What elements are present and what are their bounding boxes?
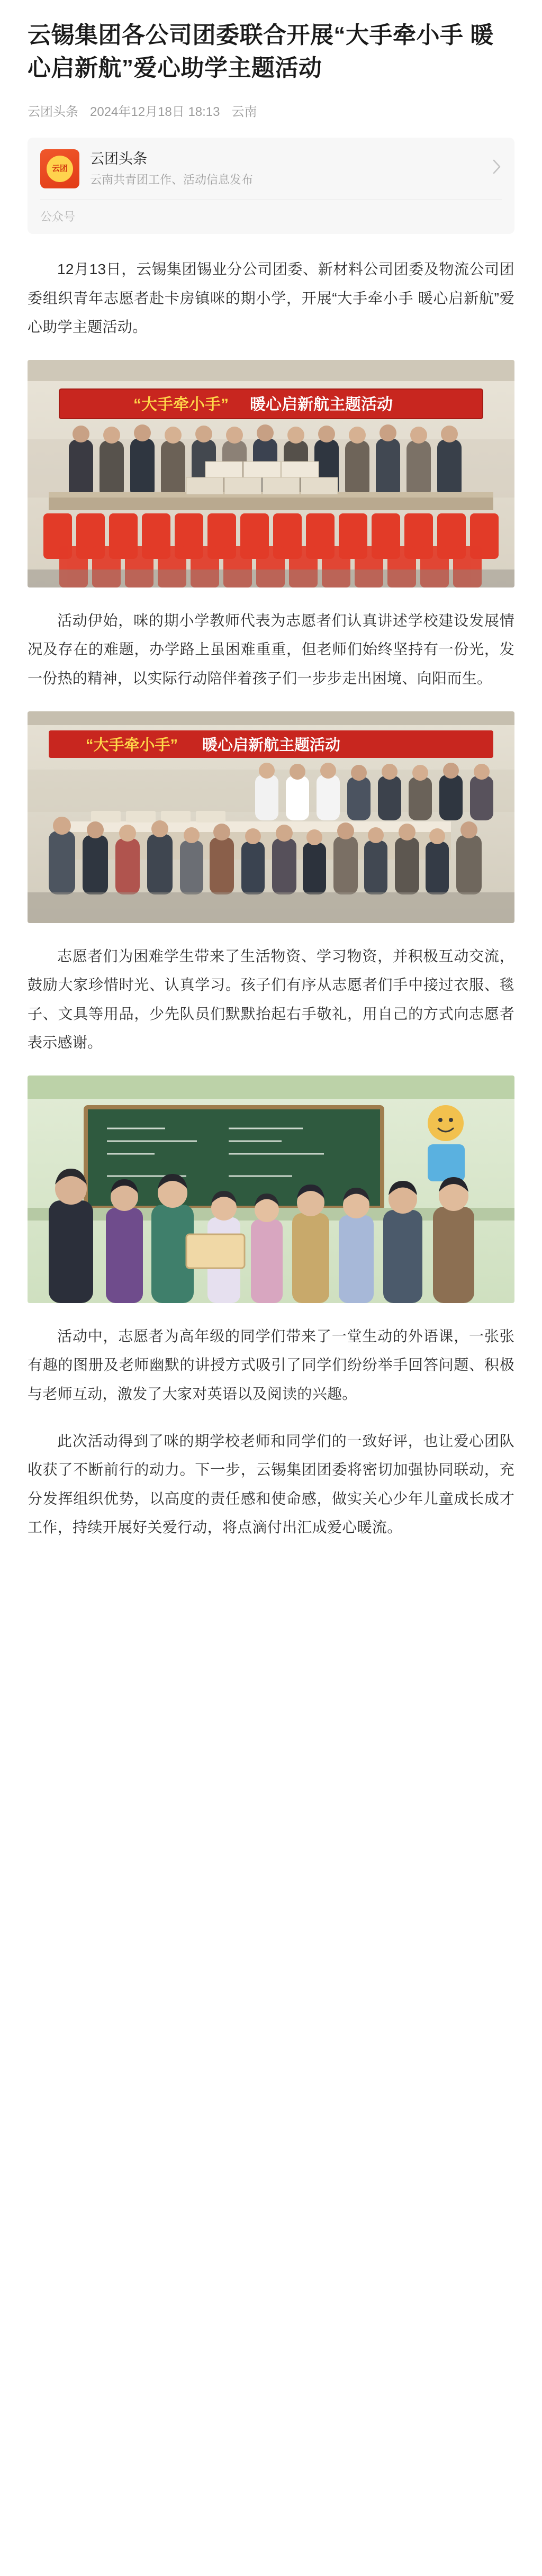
group-photo-donation [28,360,514,587]
meta-date: 2024年12月18日 18:13 [90,104,220,119]
article-meta [28,101,514,120]
paragraph-4: 活动中，志愿者为高年级的同学们带来了一堂生动的外语课，一张张有趣的图册及老师幽默的讲授方式吸引了同学们纷纷举手回答问题、积极与老师互动，激发了大家对英语以及阅读的兴趣。 [28,1327,514,1403]
classroom-photo [28,1075,514,1303]
svg-text:暖心启新航主题活动: 暖心启新航主题活动 [202,736,341,754]
paragraph-2: 活动伊始，咪的期小学教师代表为志愿者们认真讲述学校建设发展情况及存在的难题，办学路上虽困难重重，但老师们始终坚持有一份光，发一份热的精神，以实际行动陪伴着孩子们一步步走出困境、向阳而生。 [28,612,514,686]
account-card-text [79,150,487,188]
chevron-right-icon[interactable] [487,159,502,179]
page-title: 云锡集团各公司团委联合开展“大手牵小手 暖心启新航”爱心助学主题活动 [28,22,494,82]
account-card-main[interactable] [40,149,502,188]
distribution-photo [28,711,514,923]
svg-text:暖心启新航主题活动: 暖心启新航主题活动 [250,395,393,413]
svg-text:“大手牵小手”: “大手牵小手” [86,736,178,754]
paragraph-3: 志愿者们为困难学生带来了生活物资、学习物资，并积极互动交流，鼓励大家珍惜时光、认真学习。孩子们有序从志愿者们手中接过衣服、毯子、文具等用品，少先队员们默默抬起右手敬礼，用自己的方式向志愿者表示感谢。 [28,947,514,1051]
meta-source: 云团头条 [28,104,78,119]
account-card-footer-label: 公众号 [40,199,502,224]
paragraph-5: 此次活动得到了咪的期学校老师和同学们的一致好评，也让爱心团队收获了不断前行的动力。下一步，云锡集团团委将密切加强协同联动，充分发挥组织优势，以高度的责任感和使命感，做实关心少年儿童成长成才工作，持续开展好关爱行动，将点滴付出汇成爱心暖流。 [28,1432,514,1536]
account-description: 云南共青团工作、活动信息发布 [90,173,254,187]
svg-text:“大手牵小手”: “大手牵小手” [133,395,229,413]
account-card[interactable] [28,138,514,234]
account-name: 云团头条 [90,151,147,167]
account-logo-badge-text: 云团 [47,156,73,182]
meta-location: 云南 [231,104,257,119]
account-logo-icon [40,149,79,188]
paragraph-1: 12月13日，云锡集团锡业分公司团委、新材料公司团委及物流公司团委组织青年志愿者赴卡房镇咪的期小学，开展“大手牵小手 暖心启新航”爱心助学主题活动。 [28,260,514,336]
